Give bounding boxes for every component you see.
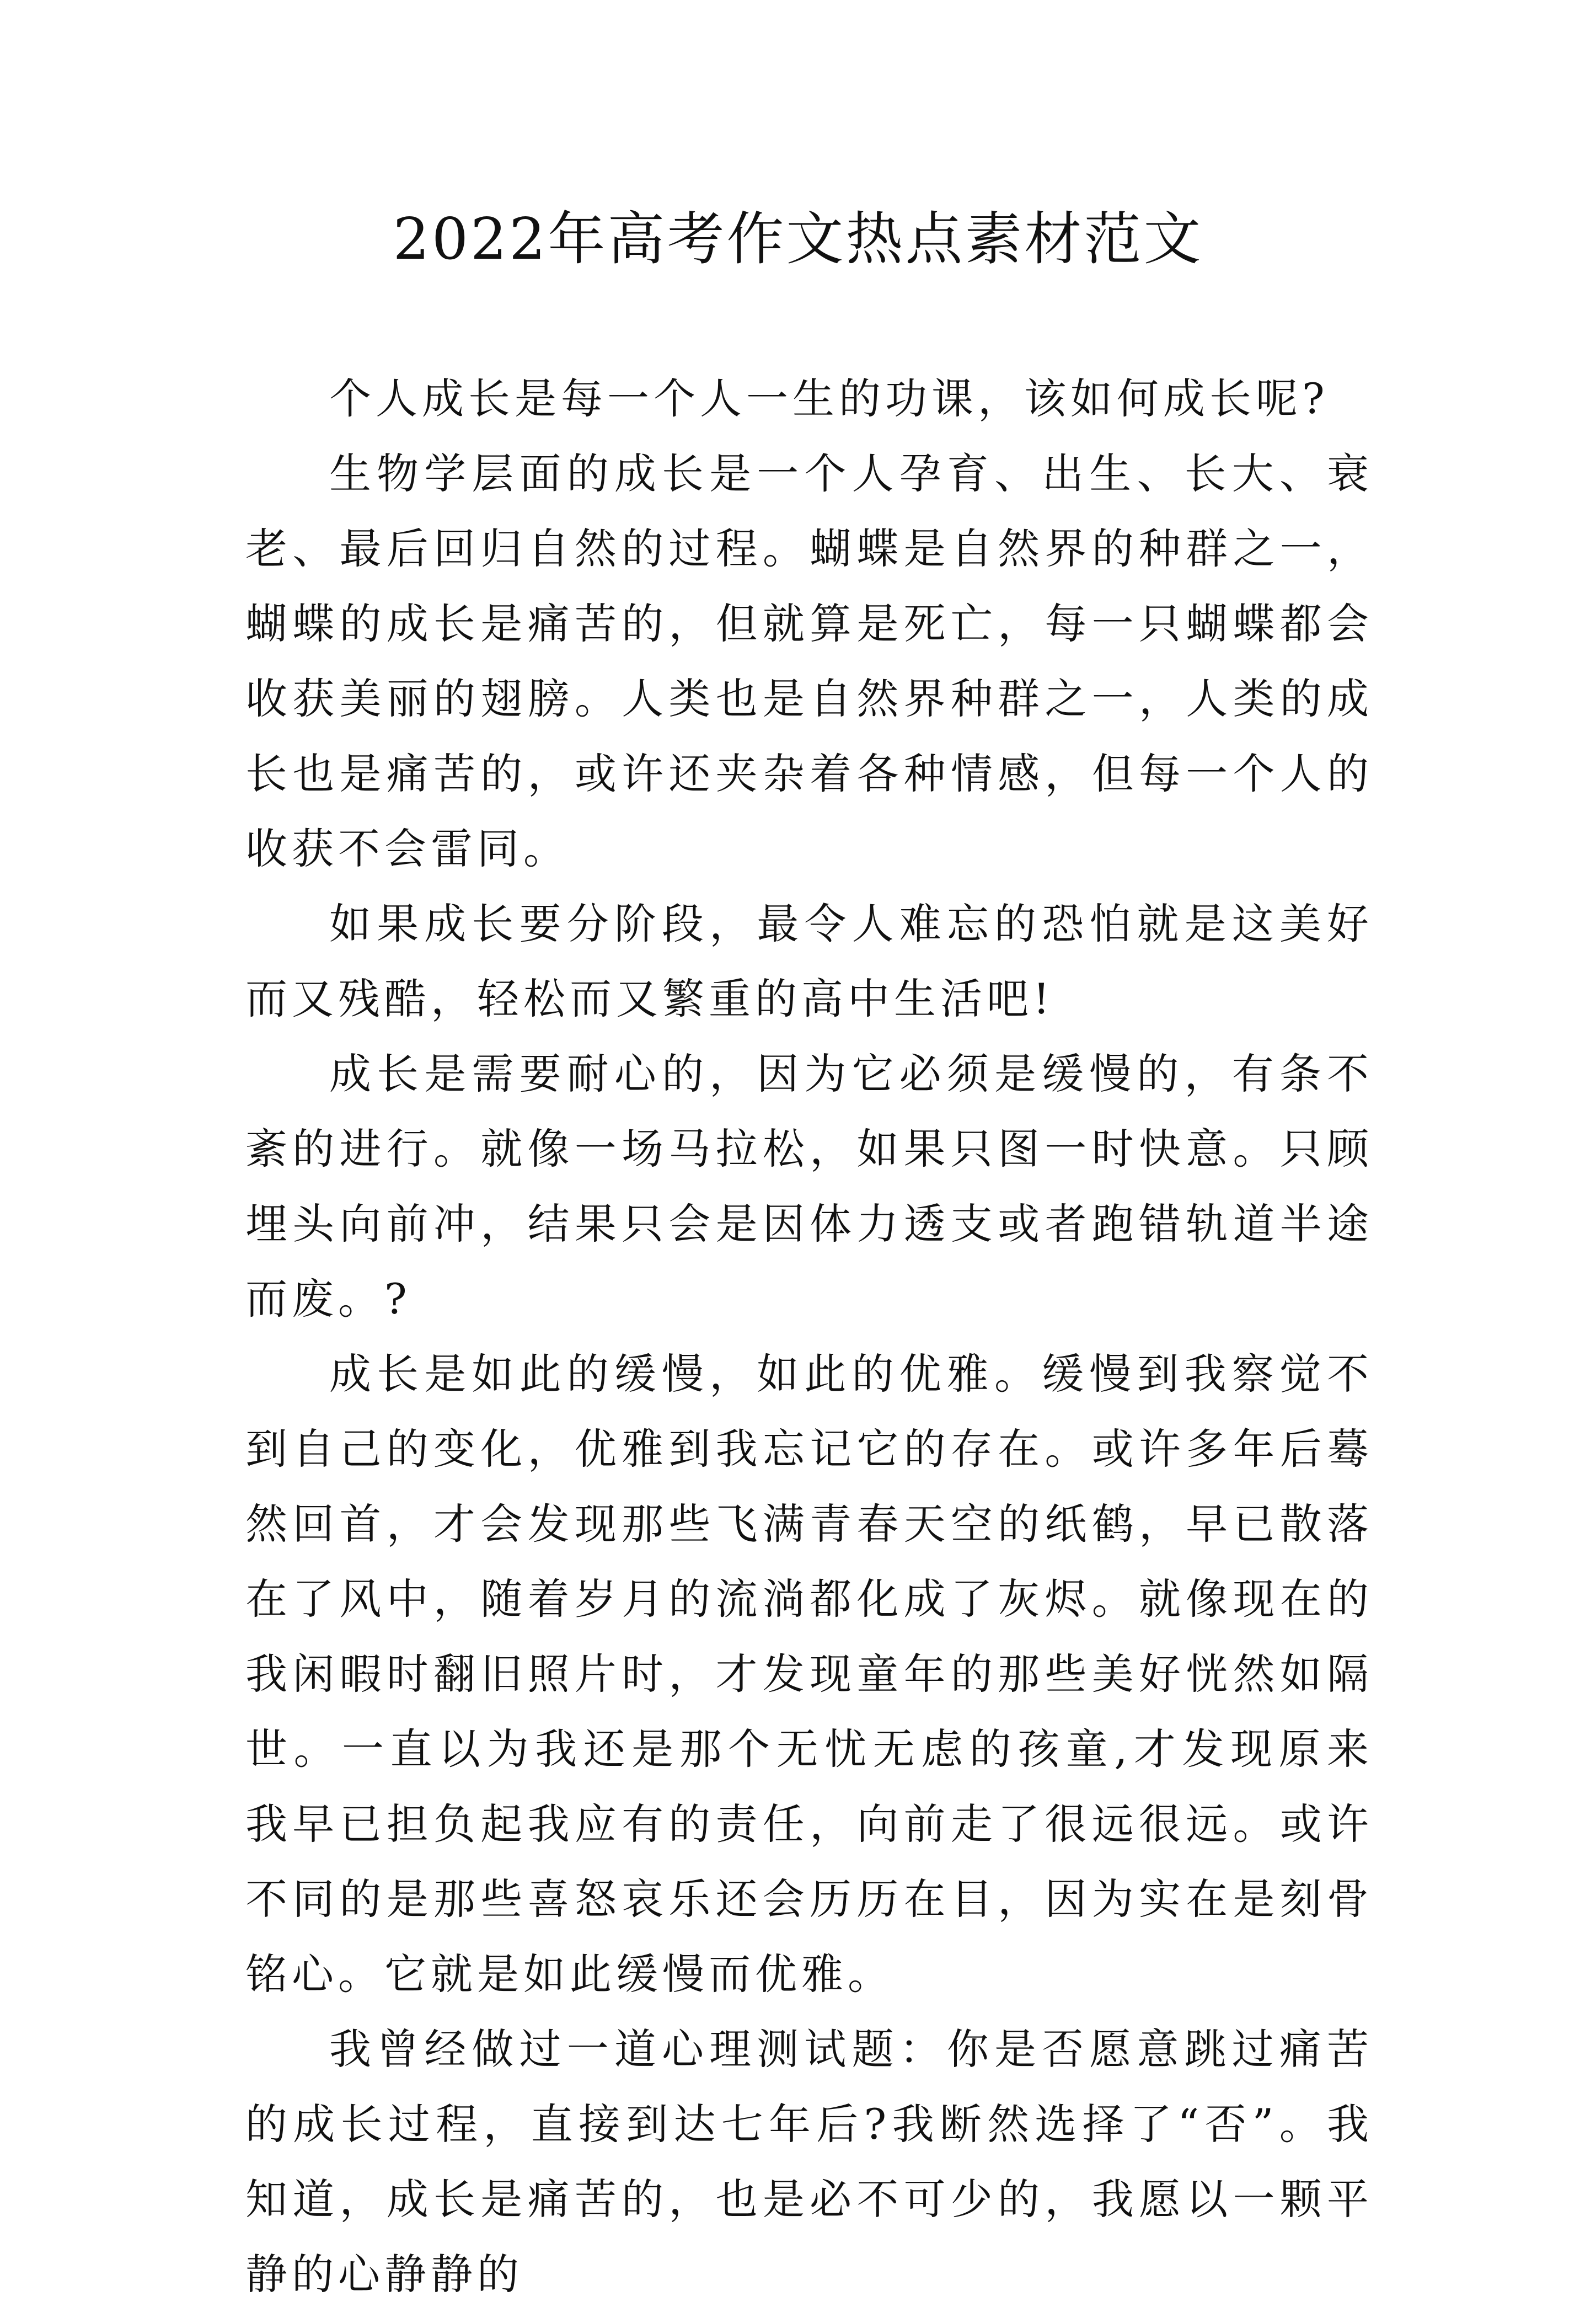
document-title: 2022年高考作文热点素材范文 [393,205,1203,273]
paragraph-2: 生物学层面的成长是一个人孕育、出生、长大、衰老、最后回归自然的过程。蝴蝶是自然界的种群之一，蝴蝶的成长是痛苦的，但就算是死亡，每一只蝴蝶都会收获美丽的翅膀。人类也是自然界种群之一，人类的成长也是痛苦的，或许还夹杂着各种情感，但每一个人的收获不会雷同。 [245,449,1373,873]
paragraph-5: 成长是如此的缓慢，如此的优雅。缓慢到我察觉不到自己的变化，优雅到我忘记它的存在。或许多年后蓦然回首，才会发现那些飞满青春天空的纸鹤，早已散落在了风中，随着岁月的流淌都化成了灰烬。就像现在的我闲暇时翻旧照片时，才发现童年的那些美好恍然如隔世。一直以为我还是那个无忧无虑的孩童,才发现原来我早已担负起我应有的责任，向前走了很远很远。或许不同的是那些喜怒哀乐还会历历在目，因为实在是刻骨铭心。它就是如此缓慢而优雅。 [245,1349,1373,1999]
paragraph-1: 个人成长是每一个人一生的功课，该如何成长呢? [329,374,1329,423]
paragraph-3: 如果成长要分阶段，最令人难忘的恐怕就是这美好而又残酷，轻松而又繁重的高中生活吧! [245,899,1373,1023]
document-body [245,361,1373,2312]
paragraph-6: 我曾经做过一道心理测试题：你是否愿意跳过痛苦的成长过程，直接到达七年后?我断然选择了“否”。我知道，成长是痛苦的，也是必不可少的，我愿以一颗平静的心静静的 [245,2025,1373,2299]
paragraph-4: 成长是需要耐心的，因为它必须是缓慢的，有条不紊的进行。就像一场马拉松，如果只图一时快意。只顾埋头向前冲，结果只会是因体力透支或者跑错轨道半途而废。? [245,1049,1373,1323]
